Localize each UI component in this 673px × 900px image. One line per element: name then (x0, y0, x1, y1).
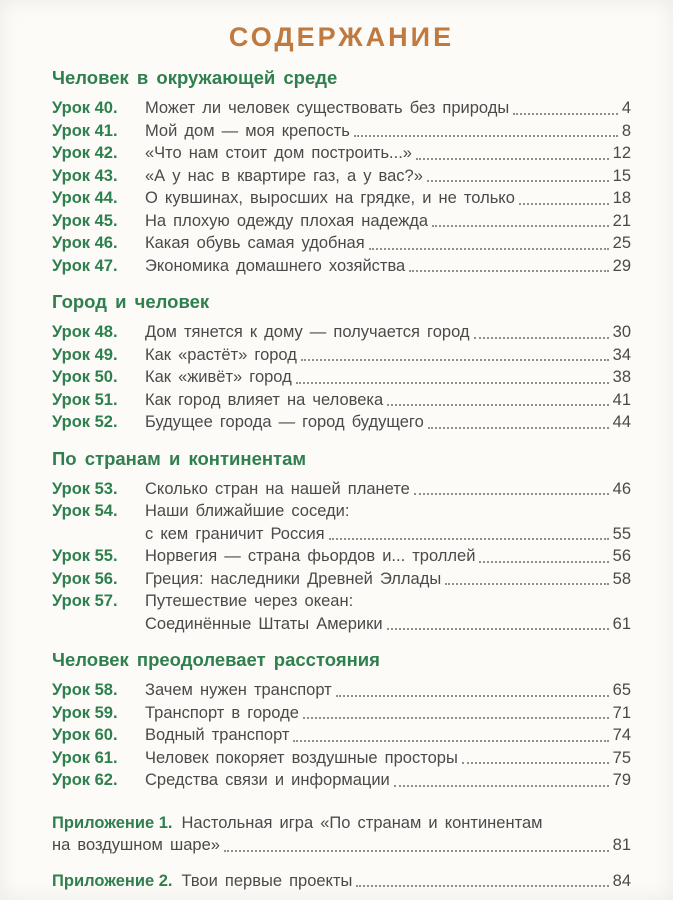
page-number: 58 (612, 569, 631, 588)
lesson-title: Как город влияет на человека (145, 390, 384, 409)
toc-entry (52, 255, 631, 278)
lesson-label: Урок 53. (52, 479, 118, 498)
lesson-label: Урок 56. (52, 569, 118, 588)
lesson-label: Урок 44. (52, 189, 118, 207)
toc-section-3 (52, 447, 631, 636)
lesson-title: Водный транспорт (145, 726, 290, 744)
lesson-label: Урок 54. (52, 502, 118, 520)
lesson-title: Мой дом — моя крепость (145, 121, 350, 140)
toc-entry (52, 702, 631, 725)
toc-entry (52, 97, 631, 120)
lesson-label: Урок 61. (52, 748, 118, 767)
lesson-title: Как «живёт» город (145, 368, 292, 386)
dot-leader (479, 561, 608, 563)
lesson-label: Урок 55. (52, 547, 118, 565)
lesson-label: Урок 40. (52, 99, 118, 117)
page-number: 56 (612, 547, 631, 565)
lesson-title: Может ли человек существовать без природы (145, 99, 510, 117)
dot-leader (293, 740, 608, 742)
dot-leader (416, 158, 609, 160)
toc-entry (52, 679, 631, 702)
toc-entry (52, 210, 631, 233)
page-number: 71 (612, 703, 631, 722)
appendices (52, 812, 631, 893)
toc-entry (52, 500, 631, 545)
section-heading: Город и человек (52, 291, 210, 312)
page-number: 38 (612, 368, 631, 386)
page-number: 25 (612, 234, 631, 252)
lesson-title: Сколько стран на нашей планете (145, 479, 410, 498)
lesson-title: Какая обувь самая удобная (145, 234, 365, 252)
toc-entry (52, 545, 631, 568)
toc-section-2 (52, 290, 631, 434)
lesson-title: Путешествие через океан: (145, 592, 354, 610)
dot-leader (224, 850, 609, 852)
toc-entry (52, 568, 631, 591)
lesson-title: «Что нам стоит дом построить...» (145, 144, 412, 162)
appendix-title: Твои первые проекты (181, 871, 353, 890)
lesson-title: Человек покоряет воздушные просторы (145, 748, 458, 767)
page-number: 21 (612, 211, 631, 230)
lesson-title-continued: с кем граничит Россия (145, 524, 325, 543)
lesson-label: Урок 49. (52, 345, 118, 364)
toc-entry (52, 478, 631, 501)
lesson-label: Урок 51. (52, 390, 118, 409)
lesson-title: Дом тянется к дому — получается город (145, 323, 470, 341)
dot-leader (462, 762, 609, 764)
lesson-label: Урок 58. (52, 681, 118, 699)
page-number: 41 (612, 390, 631, 409)
page-number: 18 (612, 189, 631, 207)
page-number: 75 (612, 748, 631, 767)
dot-leader (336, 695, 609, 697)
lesson-title: Транспорт в городе (145, 703, 299, 722)
dot-leader (414, 493, 609, 495)
page-number: 79 (612, 771, 631, 789)
page-number: 34 (612, 345, 631, 364)
page-number: 65 (612, 681, 631, 699)
dot-leader (519, 203, 609, 205)
lesson-title: Экономика домашнего хозяйства (145, 256, 406, 275)
toc-entry (52, 142, 631, 165)
toc-entry (52, 232, 631, 255)
dot-leader (474, 337, 609, 339)
page-number: 30 (612, 323, 631, 341)
toc-entry (52, 344, 631, 367)
dot-leader (432, 225, 609, 227)
toc-entry (52, 321, 631, 344)
toc-entry (52, 747, 631, 770)
toc-entry (52, 724, 631, 747)
dot-leader (369, 248, 609, 250)
lesson-title: На плохую одежду плохая надежда (145, 211, 429, 230)
section-heading: Человек преодолевает расстояния (52, 649, 380, 670)
page-number: 55 (612, 524, 631, 543)
lesson-title: Как «растёт» город (145, 345, 297, 364)
lesson-label: Урок 59. (52, 703, 118, 722)
page-number: 84 (612, 871, 631, 890)
lesson-title: Норвегия — страна фьордов и... троллей (145, 547, 476, 565)
lesson-title: Наши ближайшие соседи: (145, 502, 350, 520)
appendix-label: Приложение 1. (52, 813, 173, 832)
page-number: 74 (612, 726, 631, 744)
dot-leader (513, 113, 618, 115)
dot-leader (296, 382, 609, 384)
section-heading: Человек в окружающей среде (52, 67, 338, 88)
lesson-label: Урок 45. (52, 211, 118, 230)
lesson-label: Урок 48. (52, 323, 118, 341)
page-number: 8 (621, 121, 631, 140)
page-number: 46 (612, 479, 631, 498)
lesson-label: Урок 60. (52, 726, 118, 744)
page-number: 81 (612, 836, 631, 854)
lesson-label: Урок 46. (52, 234, 118, 252)
toc-entry (52, 187, 631, 210)
dot-leader (387, 404, 608, 406)
appendix-label: Приложение 2. (52, 871, 173, 890)
toc-section-1 (52, 66, 631, 277)
toc-section-4 (52, 648, 631, 792)
appendix-entry (52, 812, 631, 857)
toc-entry (52, 411, 631, 434)
lesson-title: Греция: наследники Древней Эллады (145, 569, 442, 588)
dot-leader (428, 427, 609, 429)
appendix-title: Настольная игра «По странам и континентам (181, 813, 543, 832)
lesson-label: Урок 47. (52, 256, 118, 275)
toc-entry (52, 366, 631, 389)
page-number: 4 (621, 99, 631, 117)
toc-entry (52, 769, 631, 792)
toc-entry (52, 389, 631, 412)
toc-entry (52, 120, 631, 143)
dot-leader (445, 583, 608, 585)
lesson-title: Зачем нужен транспорт (145, 681, 332, 699)
lesson-label: Урок 62. (52, 771, 118, 789)
dot-leader (301, 359, 609, 361)
appendix-title-continued: на воздушном шаре» (52, 836, 220, 854)
lesson-label: Урок 42. (52, 144, 118, 162)
page-number: 61 (612, 614, 631, 633)
page-title: СОДЕРЖАНИЕ (228, 22, 455, 52)
dot-leader (356, 885, 608, 887)
dot-leader (303, 717, 609, 719)
lesson-label: Урок 41. (52, 121, 118, 140)
dot-leader (329, 538, 609, 540)
appendix-entry (52, 870, 631, 893)
section-heading: По странам и континентам (52, 447, 307, 469)
toc-entry (52, 165, 631, 188)
lesson-title-continued: Соединённые Штаты Америки (145, 614, 383, 633)
page-number: 15 (612, 166, 631, 185)
dot-leader (409, 270, 608, 272)
lesson-title: О кувшинах, выросших на грядке, и не только (145, 189, 515, 207)
lesson-label: Урок 52. (52, 413, 118, 431)
toc-entry (52, 590, 631, 635)
lesson-title: Средства связи и информации (145, 771, 390, 789)
dot-leader (394, 785, 609, 787)
page-number: 44 (612, 413, 631, 431)
dot-leader (354, 135, 618, 137)
lesson-title: «А у нас в квартире газ, а у вас?» (145, 166, 423, 185)
page-number: 12 (612, 144, 631, 162)
lesson-label: Урок 50. (52, 368, 118, 386)
lesson-label: Урок 43. (52, 166, 118, 185)
page-number: 29 (612, 256, 631, 275)
lesson-label: Урок 57. (52, 592, 118, 610)
dot-leader (427, 180, 609, 182)
dot-leader (387, 628, 609, 630)
lesson-title: Будущее города — город будущего (145, 413, 424, 431)
